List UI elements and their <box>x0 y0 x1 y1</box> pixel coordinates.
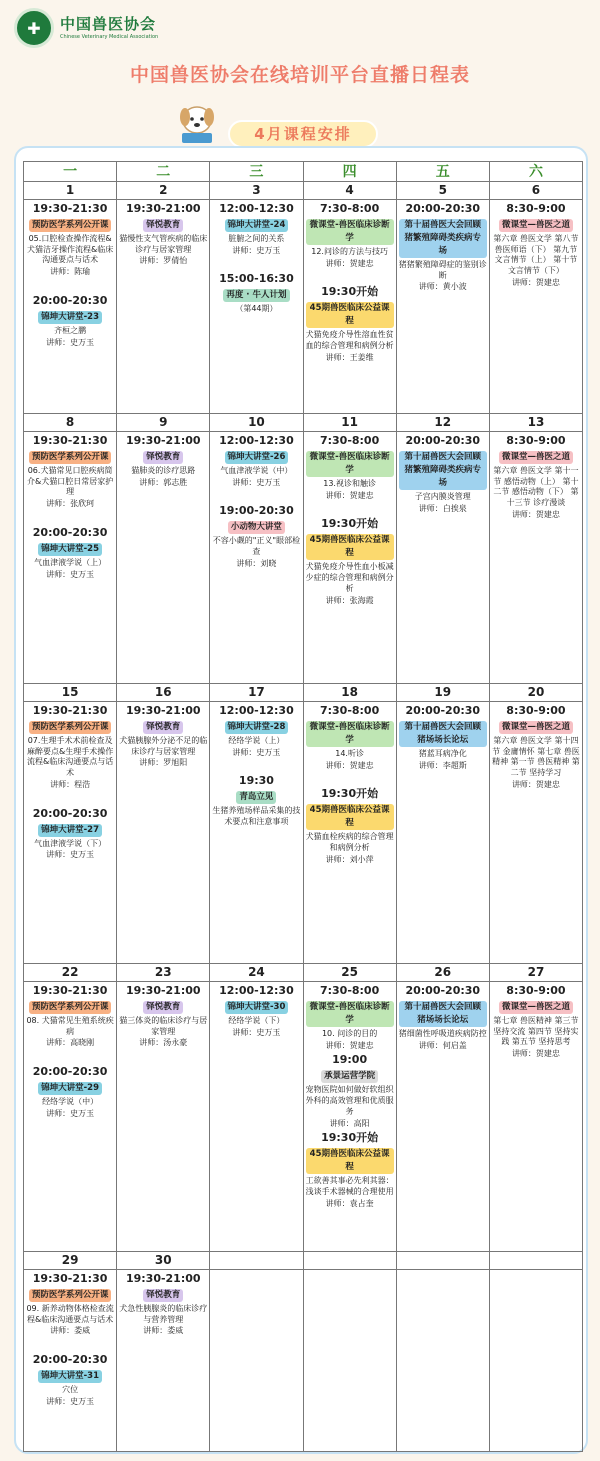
lecturer-name: 讲师：史万玉 <box>232 747 281 757</box>
day-number: 20 <box>490 684 582 702</box>
course-event[interactable] <box>304 704 396 771</box>
day-number: 5 <box>397 182 489 200</box>
course-event[interactable] <box>24 202 116 278</box>
event-time: 19:30-21:00 <box>125 1272 201 1285</box>
event-time: 20:00-20:30 <box>32 1065 108 1079</box>
course-topic: 气血津液学说（上） <box>34 557 107 567</box>
course-event[interactable] <box>304 501 396 606</box>
lecturer-name: 讲师：史万玉 <box>46 850 95 860</box>
day-number <box>397 1252 489 1270</box>
weekday-header <box>23 161 583 182</box>
course-event[interactable] <box>397 202 489 293</box>
lecturer-name: 讲师：贺建忠 <box>511 780 560 790</box>
day-number: 1 <box>24 182 116 200</box>
course-topic: 10. 问诊的目的 <box>321 1028 378 1038</box>
day-cell <box>117 964 210 1251</box>
lecturer-name: 讲师：袁占奎 <box>325 1198 374 1208</box>
event-time: 8:30-9:00 <box>506 704 566 717</box>
day-cell <box>397 182 490 413</box>
day-number <box>490 1252 582 1270</box>
day-cell <box>117 182 210 413</box>
lecturer-name: 讲师：刘晓 <box>236 558 277 568</box>
course-series-tag: 锦坤大讲堂-29 <box>38 1082 102 1095</box>
month-banner: 4月课程安排 <box>228 120 378 148</box>
org-name: 中国兽医协会 <box>60 14 157 33</box>
course-event[interactable] <box>210 434 302 488</box>
day-cell <box>24 1252 117 1451</box>
page-title: 中国兽医协会在线培训平台直播日程表 <box>129 64 470 86</box>
schedule-grid <box>23 161 583 1452</box>
lecturer-name: 讲师：白挨泉 <box>418 503 467 513</box>
course-topic: 09. 新养动物体格检查流程&临床沟通要点与话术 <box>26 1303 114 1324</box>
course-topic: 生猪养殖场样品采集的技术要点和注意事项 <box>212 806 301 827</box>
course-topic: 不容小觑的"正义"眼部检查 <box>212 536 301 557</box>
course-topic: 穴位 <box>62 1385 79 1395</box>
event-time: 19:30-21:30 <box>32 1272 108 1285</box>
event-time: 19:30-21:00 <box>125 704 201 717</box>
event-time: 12:00-12:30 <box>219 202 294 215</box>
weekday-label: 四 <box>304 162 397 181</box>
day-number: 27 <box>490 964 582 982</box>
lecturer-name: 讲师：史万玉 <box>46 569 95 579</box>
day-cell <box>490 684 582 963</box>
day-number: 16 <box>117 684 209 702</box>
course-series-tag: 微课堂—兽医之道 <box>499 1001 573 1014</box>
event-time: 19:30开始 <box>321 787 379 801</box>
course-event[interactable] <box>304 984 396 1051</box>
event-time: 19:30开始 <box>321 1131 379 1145</box>
event-time: 20:00-20:30 <box>32 526 108 540</box>
event-time: 12:00-12:30 <box>219 434 294 447</box>
lecturer-name: 讲师：贺建忠 <box>511 278 560 288</box>
association-emblem-icon: ✚ <box>14 8 54 48</box>
event-time: 19:30-21:00 <box>125 434 201 447</box>
week-row <box>23 684 583 964</box>
course-event[interactable] <box>304 1053 396 1129</box>
course-series-tag: 45期兽医临床公益课程 <box>306 302 394 328</box>
day-cell <box>490 964 582 1251</box>
event-time: 12:00-12:30 <box>219 984 294 997</box>
course-series-tag: 预防医学系列公开课 <box>29 721 112 734</box>
logo <box>14 8 158 48</box>
weekday-label: 五 <box>397 162 490 181</box>
day-number: 25 <box>304 964 396 982</box>
course-topic: 犬猫免疫介导性溶血性贫血的综合管理和病例分析 <box>305 330 394 351</box>
course-event[interactable] <box>24 510 116 580</box>
event-time: 7:30-8:00 <box>319 984 380 997</box>
event-time: 8:30-9:00 <box>506 984 566 997</box>
course-series-tag: 锦坤大讲堂-23 <box>38 311 102 324</box>
event-time: 19:30开始 <box>321 285 379 299</box>
course-topic: 子宫内膜炎管理 <box>414 491 471 501</box>
lecturer-name: 讲师：史万玉 <box>46 1396 95 1406</box>
day-number: 9 <box>117 414 209 432</box>
course-topic: 犬猫血栓疾病的综合管理和病例分析 <box>305 832 394 853</box>
lecturer-name: 讲师：娄威 <box>50 1326 91 1336</box>
org-english-name: Chinese Veterinary Medical Association <box>60 33 159 40</box>
course-series-tag: 预防医学系列公开课 <box>29 1001 112 1014</box>
lecturer-name: 讲师：汤永豪 <box>139 1038 188 1048</box>
day-cell <box>304 182 397 413</box>
course-series-tag: 45期兽医临床公益课程 <box>306 804 394 830</box>
course-topic: 第七章 兽医精神 第三节 坚持交流 第四节 坚持实践 第五节 坚持思考 <box>493 1015 579 1047</box>
course-series-tag: 铎悦教育 <box>143 1289 183 1302</box>
course-topic: 06.犬猫常见口腔疾病简介&犬猫口腔日常居家护理 <box>26 465 114 497</box>
event-time: 12:00-12:30 <box>219 704 294 717</box>
course-series-tag: 锦坤大讲堂-27 <box>38 824 102 837</box>
day-number: 17 <box>210 684 302 702</box>
day-cell <box>24 182 117 413</box>
course-series-tag: 微课堂-兽医临床诊断学 <box>306 721 394 747</box>
day-number: 26 <box>397 964 489 982</box>
day-number: 8 <box>24 414 116 432</box>
course-topic: 猪细菌性呼吸道疾病防控 <box>398 1028 487 1038</box>
course-event[interactable] <box>490 704 582 791</box>
course-event[interactable] <box>117 434 209 488</box>
lecturer-name: 讲师：刘小萍 <box>325 854 374 864</box>
event-time: 20:00-20:30 <box>405 434 481 447</box>
day-number: 23 <box>117 964 209 982</box>
course-event[interactable] <box>490 984 582 1060</box>
course-series-tag: 锦坤大讲堂-26 <box>225 451 289 464</box>
course-topic: 宠物医院如何做好软组织外科的高效管理和优质服务 <box>305 1085 394 1116</box>
course-event[interactable] <box>304 269 396 363</box>
day-cell <box>117 684 210 963</box>
lecturer-name: 讲师：史万玉 <box>232 1027 281 1037</box>
day-number: 19 <box>397 684 489 702</box>
event-time: 19:30-21:00 <box>125 202 201 215</box>
course-series-tag: 45期兽医临床公益课程 <box>306 1148 394 1174</box>
day-number <box>304 1252 396 1270</box>
course-topic: 08. 犬猫常见生殖系统疾病 <box>26 1015 114 1036</box>
dog-mascot-icon <box>176 100 218 146</box>
event-time: 20:00-20:30 <box>32 806 108 820</box>
lecturer-name: 讲师：贺建忠 <box>325 1040 374 1050</box>
course-series-tag: 第十届兽医大会回顾 猪场场长论坛 <box>399 1001 487 1027</box>
lecturer-name: 讲师：张海霞 <box>325 595 374 605</box>
course-event[interactable] <box>397 704 489 771</box>
course-series-tag: 微课堂-兽医临床诊断学 <box>306 1001 394 1027</box>
day-cell <box>397 684 490 963</box>
course-topic: 犬猫免疫介导性血小板减少症的综合管理和病例分析 <box>305 562 394 593</box>
event-time: 20:00-20:30 <box>405 202 481 215</box>
course-topic: 14.听诊 <box>335 748 364 758</box>
day-cell <box>397 964 490 1251</box>
course-series-tag: 青岛立见 <box>236 791 276 804</box>
day-number: 15 <box>24 684 116 702</box>
day-cell <box>304 414 397 683</box>
day-number: 6 <box>490 182 582 200</box>
event-time: 19:30 <box>238 774 274 788</box>
lecturer-name: 讲师：陈瑜 <box>50 267 91 277</box>
day-cell <box>117 1252 210 1451</box>
week-row <box>23 182 583 414</box>
day-number: 11 <box>304 414 396 432</box>
course-event[interactable] <box>304 202 396 269</box>
lecturer-name: 讲师：何启盖 <box>418 1040 467 1050</box>
course-event[interactable] <box>24 984 116 1049</box>
course-series-tag: 预防医学系列公开课 <box>29 1289 112 1302</box>
day-cell <box>210 964 303 1251</box>
weekday-label: 一 <box>24 162 117 181</box>
day-number: 18 <box>304 684 396 702</box>
course-event[interactable] <box>24 791 116 861</box>
event-time: 8:30-9:00 <box>506 434 566 447</box>
event-time: 8:30-9:00 <box>506 202 566 215</box>
course-series-tag: 微课堂-兽医临床诊断学 <box>306 451 394 477</box>
lecturer-name: 讲师：贺建忠 <box>511 1049 560 1059</box>
course-topic: 猪蓝耳病净化 <box>418 748 467 758</box>
day-cell <box>24 414 117 683</box>
event-time: 19:30开始 <box>321 517 379 531</box>
event-time: 19:00-20:30 <box>219 504 294 518</box>
lecturer-name: 讲师：郭志胜 <box>139 477 188 487</box>
lecturer-name: 讲师：娄威 <box>143 1326 184 1336</box>
course-topic: 第六章 兽医文学 第十四节 金庸情怀 第七章 兽医精神 第一节 兽医精神 第二节 坚持学习 <box>492 735 580 778</box>
week-row <box>23 414 583 684</box>
course-event[interactable] <box>397 434 489 514</box>
lecturer-name: 讲师：李超斯 <box>418 760 467 770</box>
day-cell <box>210 1252 303 1451</box>
week-row <box>23 964 583 1252</box>
lecturer-name: 讲师：贺建忠 <box>325 490 374 500</box>
course-event[interactable] <box>117 1272 209 1337</box>
course-series-tag: 锦坤大讲堂-25 <box>38 543 102 556</box>
day-cell <box>210 182 303 413</box>
course-series-tag: 锦坤大讲堂-28 <box>225 721 289 734</box>
day-cell <box>24 964 117 1251</box>
event-time: 19:30-21:00 <box>125 984 201 997</box>
day-cell <box>490 1252 582 1451</box>
course-topic: 气血津液学说（中） <box>220 465 293 475</box>
lecturer-name: 讲师：史万玉 <box>232 245 281 255</box>
course-event[interactable] <box>210 256 302 315</box>
day-cell <box>397 1252 490 1451</box>
course-event[interactable] <box>304 434 396 501</box>
course-event[interactable] <box>24 1049 116 1119</box>
course-series-tag: 铎悦教育 <box>143 721 183 734</box>
lecturer-name: 讲师：贺建忠 <box>511 510 560 520</box>
lecturer-name: 讲师：罗旭阳 <box>139 758 188 768</box>
course-series-tag: 微课堂-兽医临床诊断学 <box>306 219 394 245</box>
course-topic: 05.口腔检查操作流程&犬猫洁牙操作流程&临床沟通要点与话术 <box>26 233 114 265</box>
course-event[interactable] <box>24 1337 116 1407</box>
course-event[interactable] <box>117 202 209 267</box>
event-time: 19:00 <box>332 1053 368 1067</box>
day-cell <box>117 414 210 683</box>
course-series-tag: 铎悦教育 <box>143 1001 183 1014</box>
event-time: 20:00-20:30 <box>32 1353 108 1367</box>
day-cell <box>304 684 397 963</box>
course-topic: 脏腑之间的关系 <box>228 233 285 243</box>
weekday-label: 六 <box>528 164 543 180</box>
lecturer-name: 讲师：高阳 <box>329 1118 370 1128</box>
course-topic: （第44期） <box>235 304 278 314</box>
event-time: 7:30-8:00 <box>319 704 380 717</box>
course-series-tag: 微课堂—兽医之道 <box>499 721 573 734</box>
course-series-tag: 锦坤大讲堂-31 <box>38 1370 102 1383</box>
lecturer-name: 讲师：王姜维 <box>325 352 374 362</box>
lecturer-name: 讲师：史万玉 <box>46 337 95 347</box>
course-event[interactable] <box>210 704 302 758</box>
course-series-tag: 预防医学系列公开课 <box>29 219 112 232</box>
day-number <box>210 1252 302 1270</box>
course-series-tag: 锦坤大讲堂-24 <box>225 219 289 232</box>
day-cell <box>490 182 582 413</box>
course-topic: 齐桓之鹏 <box>54 325 87 335</box>
course-topic: 经络学说（中） <box>42 1097 99 1107</box>
day-number: 24 <box>210 964 302 982</box>
course-topic: 第六章 兽医文学 第十一节 感悟动物（上） 第十二节 感悟动物（下） 第十三节 诊疗漫谈 <box>493 465 579 508</box>
course-topic: 猪猪繁殖障碍症的鉴别诊断 <box>398 259 487 280</box>
course-series-tag: 铎悦教育 <box>143 451 183 464</box>
course-topic: 猫肺炎的诊疗思路 <box>131 465 196 475</box>
course-topic: 猫慢性支气管疾病的临床诊疗与居家管理 <box>119 233 208 254</box>
lecturer-name: 讲师：高晓刚 <box>46 1038 95 1048</box>
day-cell <box>490 414 582 683</box>
lecturer-name: 讲师：黄小波 <box>418 282 467 292</box>
day-cell <box>304 1252 397 1451</box>
course-series-tag: 铎悦教育 <box>143 219 183 232</box>
course-event[interactable] <box>24 704 116 791</box>
course-event[interactable] <box>24 434 116 510</box>
weekday-label: 三 <box>210 162 303 181</box>
course-event[interactable] <box>117 984 209 1049</box>
event-time: 20:00-20:30 <box>32 294 108 308</box>
course-series-tag: 第十届兽医大会回顾 猪繁殖障碍类疾病专场 <box>399 451 487 490</box>
lecturer-name: 讲师：罗倩怡 <box>139 256 188 266</box>
course-event[interactable] <box>24 1272 116 1337</box>
day-number: 12 <box>397 414 489 432</box>
day-number: 13 <box>490 414 582 432</box>
course-event[interactable] <box>304 1131 396 1209</box>
day-cell <box>24 684 117 963</box>
event-time: 20:00-20:30 <box>405 984 481 997</box>
week-row <box>23 1252 583 1452</box>
day-number: 22 <box>24 964 116 982</box>
course-topic: 第六章 兽医文学 第八节 兽医师语（下） 第九节 文言情节（上） 第十节 文言情节（下） <box>493 233 579 276</box>
course-event[interactable] <box>490 202 582 289</box>
course-event[interactable] <box>24 278 116 348</box>
course-event[interactable] <box>397 984 489 1051</box>
course-series-tag: 小动物大讲堂 <box>228 521 285 534</box>
course-topic: 经络学说（下） <box>228 1015 285 1025</box>
lecturer-name: 讲师：贺建忠 <box>325 760 374 770</box>
course-topic: 犬猫胰腺外分泌不足的临床诊疗与居家管理 <box>119 735 208 756</box>
event-time: 19:30-21:30 <box>32 434 108 447</box>
day-cell <box>304 964 397 1251</box>
day-number: 2 <box>117 182 209 200</box>
course-series-tag: 45期兽医临床公益课程 <box>306 534 394 560</box>
event-time: 7:30-8:00 <box>319 202 380 215</box>
course-event[interactable] <box>490 434 582 521</box>
course-topic: 猫三体炎的临床诊疗与居家管理 <box>119 1015 208 1036</box>
course-series-tag: 承景运营学院 <box>321 1070 378 1083</box>
course-series-tag: 第十届兽医大会回顾 猪场场长论坛 <box>399 721 487 747</box>
course-topic: 12.问诊的方法与技巧 <box>311 246 388 256</box>
course-topic: 13.视诊和触诊 <box>323 478 376 488</box>
course-series-tag: 第十届兽医大会回顾 猪繁殖障碍类疾病专场 <box>399 219 487 258</box>
day-number: 30 <box>117 1252 209 1270</box>
course-series-tag: 微课堂—兽医之道 <box>499 451 573 464</box>
day-cell <box>210 414 303 683</box>
course-topic: 犬急性胰腺炎的临床诊疗与营养管理 <box>119 1303 208 1324</box>
course-series-tag: 微课堂—兽医之道 <box>499 219 573 232</box>
course-event[interactable] <box>210 202 302 256</box>
course-topic: 经络学说（上） <box>228 735 285 745</box>
course-event[interactable] <box>210 758 302 827</box>
event-time: 19:30-21:30 <box>32 202 108 215</box>
day-cell <box>210 684 303 963</box>
course-topic: 工欲善其事必先利其器：浅谈手术器械的合理使用 <box>305 1176 394 1197</box>
course-series-tag: 再度 · 牛人计划 <box>223 289 289 302</box>
day-cell <box>397 414 490 683</box>
course-event[interactable] <box>117 704 209 769</box>
course-topic: 气血津液学说（下） <box>34 838 107 848</box>
lecturer-name: 讲师：张欣珂 <box>46 499 95 509</box>
event-time: 19:30-21:30 <box>32 984 108 997</box>
event-time: 15:00-16:30 <box>219 272 294 286</box>
course-series-tag: 锦坤大讲堂-30 <box>225 1001 289 1014</box>
lecturer-name: 讲师：贺建忠 <box>325 258 374 268</box>
course-event[interactable] <box>304 771 396 865</box>
day-number: 3 <box>210 182 302 200</box>
course-event[interactable] <box>210 488 302 569</box>
lecturer-name: 讲师：程浩 <box>50 780 91 790</box>
lecturer-name: 讲师：史万玉 <box>232 477 281 487</box>
course-event[interactable] <box>210 984 302 1038</box>
day-number: 29 <box>24 1252 116 1270</box>
lecturer-name: 讲师：史万玉 <box>46 1108 95 1118</box>
day-number: 4 <box>304 182 396 200</box>
weekday-label: 二 <box>117 162 210 181</box>
day-number: 10 <box>210 414 302 432</box>
event-time: 7:30-8:00 <box>319 434 380 447</box>
course-series-tag: 预防医学系列公开课 <box>29 451 112 464</box>
event-time: 20:00-20:30 <box>405 704 481 717</box>
course-topic: 07.生理手术术前检查及麻醉要点&生理手术操作流程&临床沟通要点与话术 <box>26 735 114 778</box>
event-time: 19:30-21:30 <box>32 704 108 717</box>
